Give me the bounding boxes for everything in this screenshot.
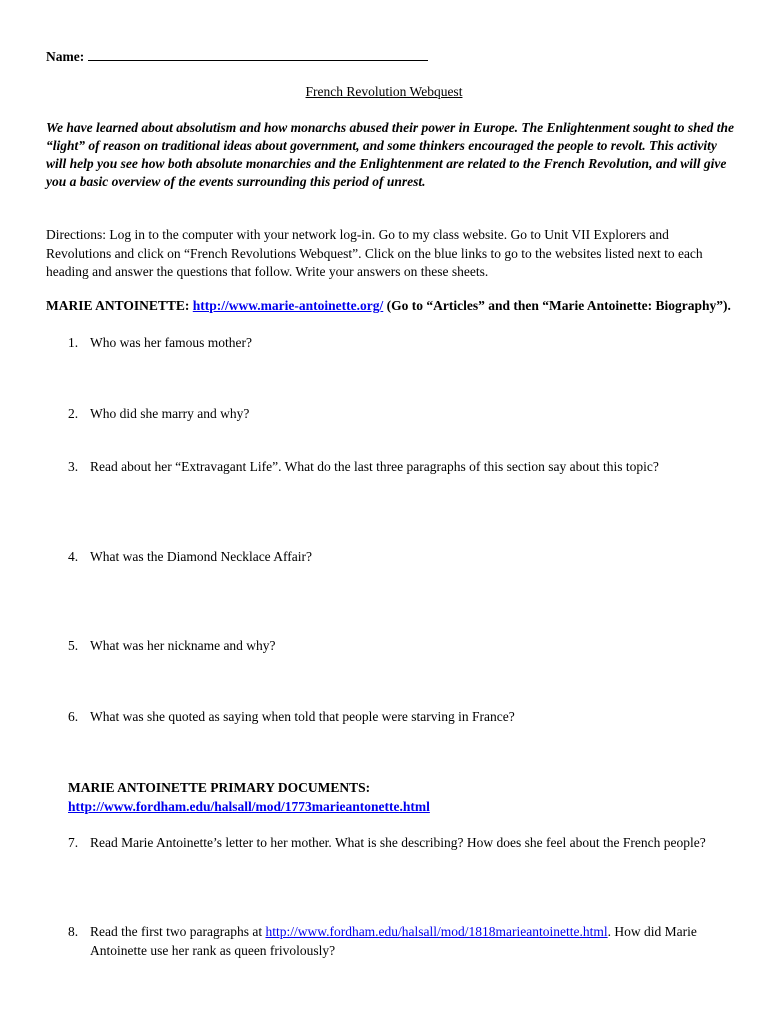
intro-paragraph: We have learned about absolutism and how monarchs abused their power in Europe. The Enlightenment sought to shed the “light” of reason on traditional ideas about government, and some thinkers encouraged the people to revolt. This activity will help you see how both absolute monarchies and the Enlightenment are related to the French Revolution, and will give you a basic overview of the events surrounding this period of unrest.	[46, 120, 734, 189]
name-field	[46, 48, 428, 65]
fordham-1818-link[interactable]: http://www.fordham.edu/halsall/mod/1818marieantoinette.html	[265, 924, 608, 939]
section-heading: MARIE ANTOINETTE:	[46, 298, 190, 313]
question-7	[68, 833, 728, 852]
fordham-1773-link[interactable]: http://www.fordham.edu/halsall/mod/1773marieantonette.html	[68, 799, 430, 814]
name-label: Name:	[46, 49, 85, 64]
question-text: What was the Diamond Necklace Affair?	[90, 549, 313, 564]
question-8	[68, 922, 728, 960]
question-number: 8.	[68, 924, 79, 939]
question-2	[68, 404, 728, 423]
directions-paragraph: Directions: Log in to the computer with your network log-in. Go to my class website. Go to Unit VII Explorers and Revolutions and click on “French Revolutions Webquest”. Click on the blue links to go to the websites listed next to each heading and answer the questions that follow. Write your answers on these sheets.	[46, 227, 703, 279]
question-number: 2.	[68, 406, 79, 421]
section-primary-documents-heading	[68, 778, 728, 816]
section-heading: MARIE ANTOINETTE PRIMARY DOCUMENTS:	[68, 780, 371, 795]
question-number: 5.	[68, 638, 79, 653]
name-blank-line	[88, 48, 428, 61]
question-text: What was her nickname and why?	[90, 638, 276, 653]
question-text: Who was her famous mother?	[90, 335, 252, 350]
question-text-pre: Read the first two paragraphs at	[90, 924, 266, 939]
page-title	[0, 84, 768, 100]
question-number: 4.	[68, 549, 79, 564]
question-text-post: . How did Marie Antoinette use her rank as queen frivolously?	[90, 924, 697, 958]
section-marie-antoinette-heading	[46, 297, 736, 315]
question-text: What was she quoted as saying when told that people were starving in France?	[90, 709, 515, 724]
question-5	[68, 636, 728, 655]
question-6	[68, 707, 728, 726]
section-note: (Go to “Articles” and then “Marie Antoinette: Biography”).	[386, 298, 731, 313]
question-text: Read about her “Extravagant Life”. What do the last three paragraphs of this section say about this topic?	[90, 459, 659, 474]
question-4	[68, 547, 728, 566]
question-number: 3.	[68, 459, 79, 474]
question-1	[68, 333, 728, 352]
page-title-text: French Revolution Webquest	[305, 84, 463, 99]
question-text	[90, 922, 728, 960]
question-3	[68, 457, 728, 476]
question-number: 7.	[68, 835, 79, 850]
question-number: 6.	[68, 709, 79, 724]
question-text: Who did she marry and why?	[90, 406, 250, 421]
question-text: Read Marie Antoinette’s letter to her mother. What is she describing? How does she feel about the French people?	[90, 835, 706, 850]
marie-antoinette-link[interactable]: http://www.marie-antoinette.org/	[192, 298, 384, 313]
question-number: 1.	[68, 335, 79, 350]
